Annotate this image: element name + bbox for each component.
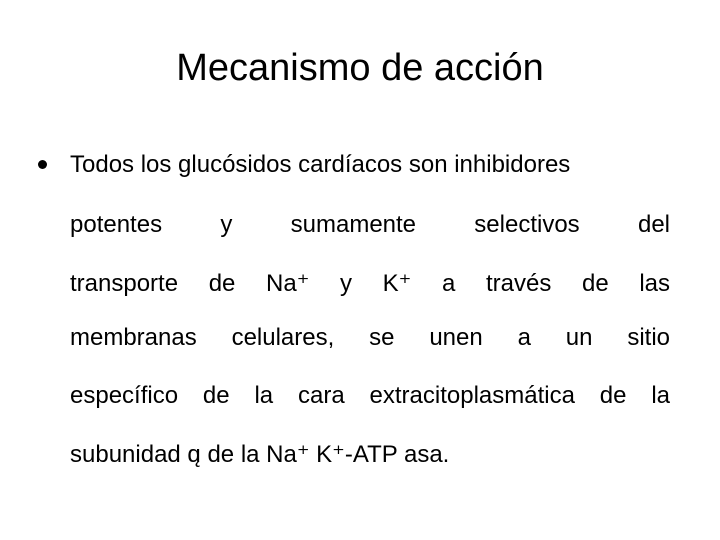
bullet-text-line: transporte de Na⁺ y K⁺ a través de las <box>70 270 670 297</box>
bullet-dot-icon <box>38 160 47 169</box>
bullet-text-line: Todos los glucósidos cardíacos son inhibidores <box>70 151 571 178</box>
bullet-text-line: específico de la cara extracitoplasmática de la <box>70 382 670 409</box>
bullet-text-line: membranas celulares, se unen a un sitio <box>70 324 670 351</box>
slide-title: Mecanismo de acción <box>176 47 544 89</box>
bullet-text-line: subunidad ɑ̨ de la Na⁺ K⁺-ATP asa. <box>70 441 450 468</box>
bullet-text-line: potentes y sumamente selectivos del <box>70 211 670 238</box>
